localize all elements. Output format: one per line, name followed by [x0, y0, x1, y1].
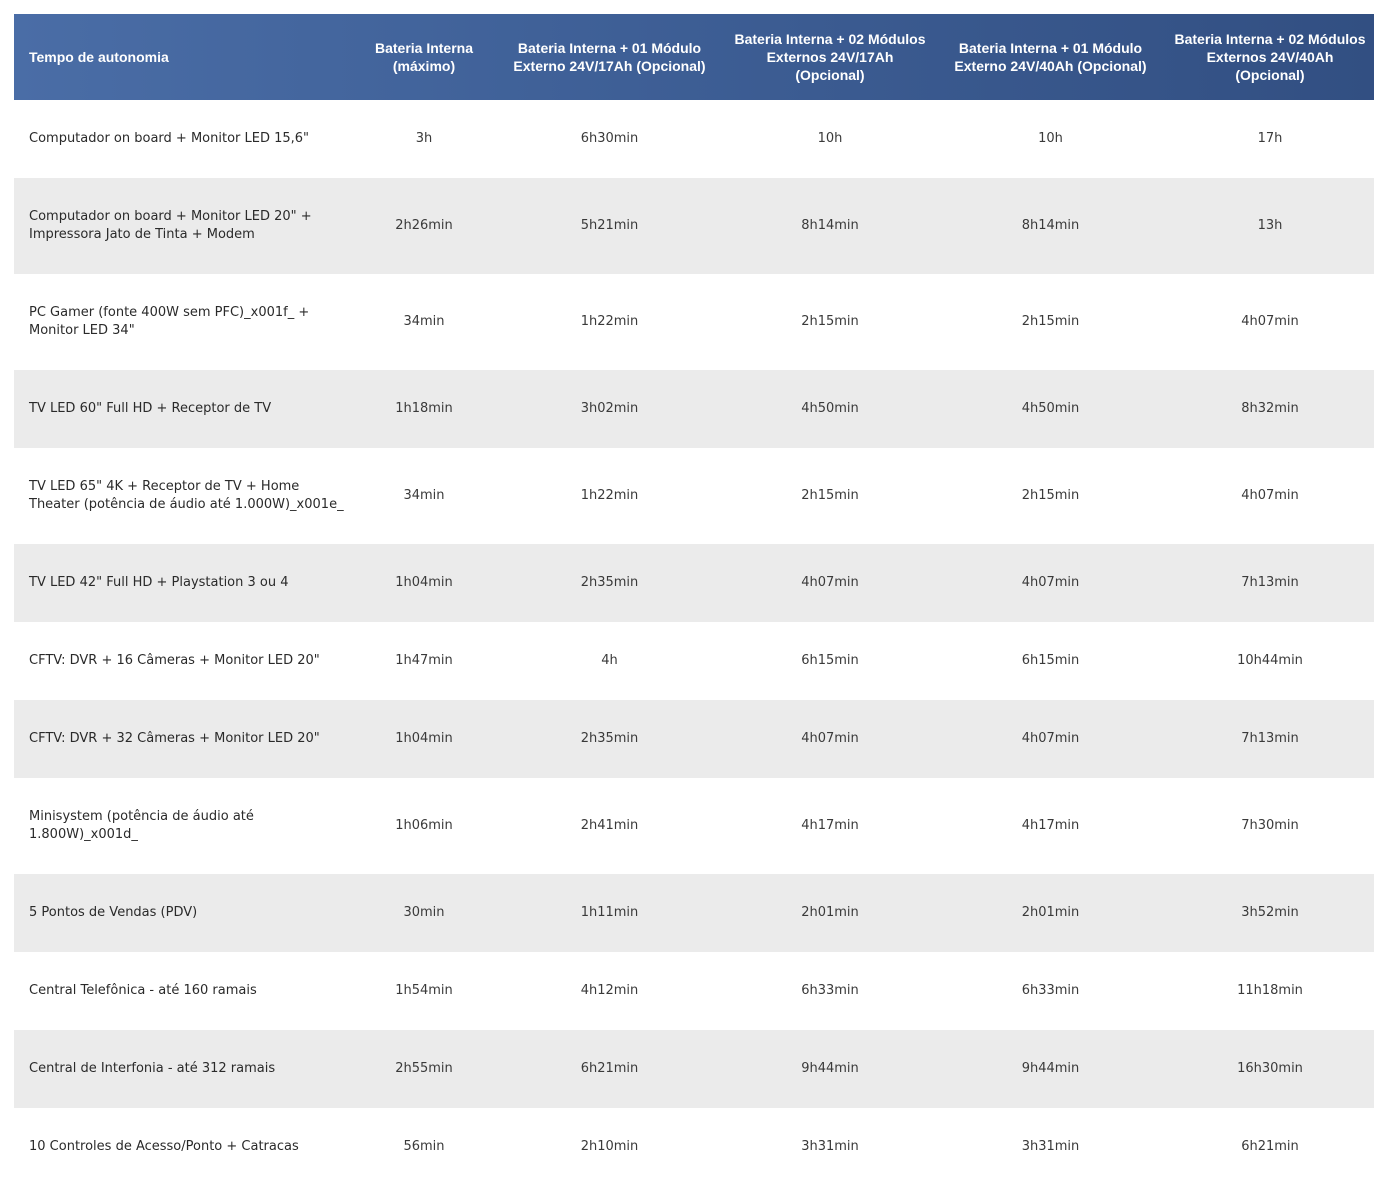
table-cell: 16h30min	[1237, 1061, 1303, 1076]
table-cell: 8h14min	[1021, 218, 1080, 233]
table-cell: 9h44min	[801, 1061, 859, 1076]
table-cell: 6h21min	[580, 1061, 639, 1076]
autonomy-table	[14, 14, 1374, 1186]
table-cell: 56min	[403, 1139, 445, 1154]
table-cell: 1h04min	[395, 575, 453, 590]
table-cell: 8h14min	[801, 218, 859, 233]
header-cell-tempo-de-autonomia: Tempo de autonomia	[29, 49, 169, 65]
table-cell: 1h18min	[395, 401, 453, 416]
table-row	[14, 622, 1374, 700]
table-cell: 4h50min	[801, 401, 859, 416]
table-cell: 2h26min	[395, 218, 453, 233]
row-label: Computador on board + Monitor LED 15,6"	[29, 131, 310, 146]
table-cell: 4h17min	[801, 818, 859, 833]
table-cell: 10h44min	[1237, 653, 1303, 668]
table-cell: 1h47min	[395, 653, 453, 668]
table-row	[14, 544, 1374, 622]
table-body	[14, 100, 1374, 1186]
table-row	[14, 274, 1374, 370]
table-cell: 2h15min	[801, 314, 859, 329]
table-cell: 3h	[415, 131, 433, 146]
row-label: PC Gamer (fonte 400W sem PFC)_x001f_ + Monitor LED 34"	[29, 305, 310, 338]
table-row	[14, 1030, 1374, 1108]
row-label: CFTV: DVR + 32 Câmeras + Monitor LED 20"	[29, 731, 320, 746]
table-row	[14, 448, 1374, 544]
table-cell: 4h07min	[801, 731, 859, 746]
table-cell: 6h15min	[1021, 653, 1080, 668]
table-cell: 1h22min	[580, 488, 639, 503]
row-label: CFTV: DVR + 16 Câmeras + Monitor LED 20"	[29, 653, 320, 668]
table-cell: 2h35min	[580, 575, 639, 590]
table-cell: 6h30min	[580, 131, 639, 146]
table-header	[14, 14, 1374, 100]
header-row	[14, 14, 1374, 100]
table-row	[14, 778, 1374, 874]
table-cell: 11h18min	[1237, 983, 1303, 998]
table-cell: 34min	[403, 314, 445, 329]
table-cell: 4h07min	[801, 575, 859, 590]
table-cell: 1h11min	[580, 905, 639, 920]
table-cell: 4h12min	[580, 983, 639, 998]
table-cell: 7h30min	[1241, 818, 1299, 833]
table-cell: 1h06min	[395, 818, 453, 833]
table-cell: 4h07min	[1021, 731, 1080, 746]
table-cell: 4h17min	[1021, 818, 1080, 833]
row-label: Central de Interfonia - até 312 ramais	[29, 1061, 276, 1076]
table-cell: 4h50min	[1021, 401, 1080, 416]
table-cell: 17h	[1257, 131, 1283, 146]
table-cell: 1h22min	[580, 314, 639, 329]
table-cell: 13h	[1257, 218, 1283, 233]
row-label: 5 Pontos de Vendas (PDV)	[29, 905, 198, 920]
table-cell: 3h31min	[801, 1139, 859, 1154]
table-cell: 3h52min	[1241, 905, 1299, 920]
table-cell: 4h	[601, 653, 618, 668]
table-cell: 2h01min	[1021, 905, 1080, 920]
header-cell-02-modulos-17ah: Bateria Interna + 02 Módulos Externos 24V/17Ah (Opcional)	[734, 31, 926, 83]
table-row	[14, 874, 1374, 952]
table-cell: 5h21min	[580, 218, 639, 233]
table-cell: 6h15min	[801, 653, 859, 668]
table-cell: 6h33min	[801, 983, 859, 998]
row-label: 10 Controles de Acesso/Ponto + Catracas	[29, 1139, 299, 1154]
table-row	[14, 1108, 1374, 1186]
row-label: Central Telefônica - até 160 ramais	[29, 983, 257, 998]
table-cell: 2h35min	[580, 731, 639, 746]
table-cell: 3h02min	[580, 401, 639, 416]
table-cell: 7h13min	[1241, 731, 1299, 746]
row-label: TV LED 65" 4K + Receptor de TV + Home Theater (potência de áudio até 1.000W)_x001e_	[29, 479, 344, 512]
header-cell-01-modulo-17ah: Bateria Interna + 01 Módulo Externo 24V/17Ah (Opcional)	[513, 40, 706, 74]
table-cell: 2h15min	[1021, 314, 1080, 329]
table-cell: 9h44min	[1021, 1061, 1080, 1076]
table-cell: 1h54min	[395, 983, 453, 998]
table-cell: 10h	[817, 131, 843, 146]
table-cell: 4h07min	[1021, 575, 1080, 590]
table-cell: 2h10min	[580, 1139, 639, 1154]
table-row	[14, 178, 1374, 274]
table-cell: 2h15min	[801, 488, 859, 503]
table-cell: 7h13min	[1241, 575, 1299, 590]
table-cell: 2h41min	[580, 818, 639, 833]
table-cell: 6h21min	[1241, 1139, 1299, 1154]
table-cell: 30min	[403, 905, 445, 920]
table-cell: 2h01min	[801, 905, 859, 920]
table-row	[14, 700, 1374, 778]
row-label: TV LED 42" Full HD + Playstation 3 ou 4	[29, 575, 289, 590]
row-label: TV LED 60" Full HD + Receptor de TV	[29, 401, 272, 416]
row-label: Computador on board + Monitor LED 20" + Impressora Jato de Tinta + Modem	[29, 209, 312, 242]
table-row	[14, 370, 1374, 448]
table-cell: 6h33min	[1021, 983, 1080, 998]
table-cell: 2h15min	[1021, 488, 1080, 503]
header-cell-bateria-interna: Bateria Interna (máximo)	[374, 40, 474, 74]
table-cell: 4h07min	[1241, 488, 1299, 503]
row-label: Minisystem (potência de áudio até 1.800W)_x001d_	[29, 809, 254, 842]
table-row	[14, 100, 1374, 178]
table-cell: 3h31min	[1021, 1139, 1080, 1154]
table-cell: 1h04min	[395, 731, 453, 746]
table-row	[14, 952, 1374, 1030]
table-cell: 2h55min	[395, 1061, 453, 1076]
header-cell-02-modulos-40ah: Bateria Interna + 02 Módulos Externos 24V/40Ah (Opcional)	[1174, 31, 1366, 83]
table-cell: 8h32min	[1241, 401, 1299, 416]
autonomy-table-container	[14, 14, 1374, 1186]
table-cell: 10h	[1038, 131, 1063, 146]
header-cell-01-modulo-40ah: Bateria Interna + 01 Módulo Externo 24V/40Ah (Opcional)	[954, 40, 1147, 74]
table-cell: 34min	[403, 488, 445, 503]
table-cell: 4h07min	[1241, 314, 1299, 329]
